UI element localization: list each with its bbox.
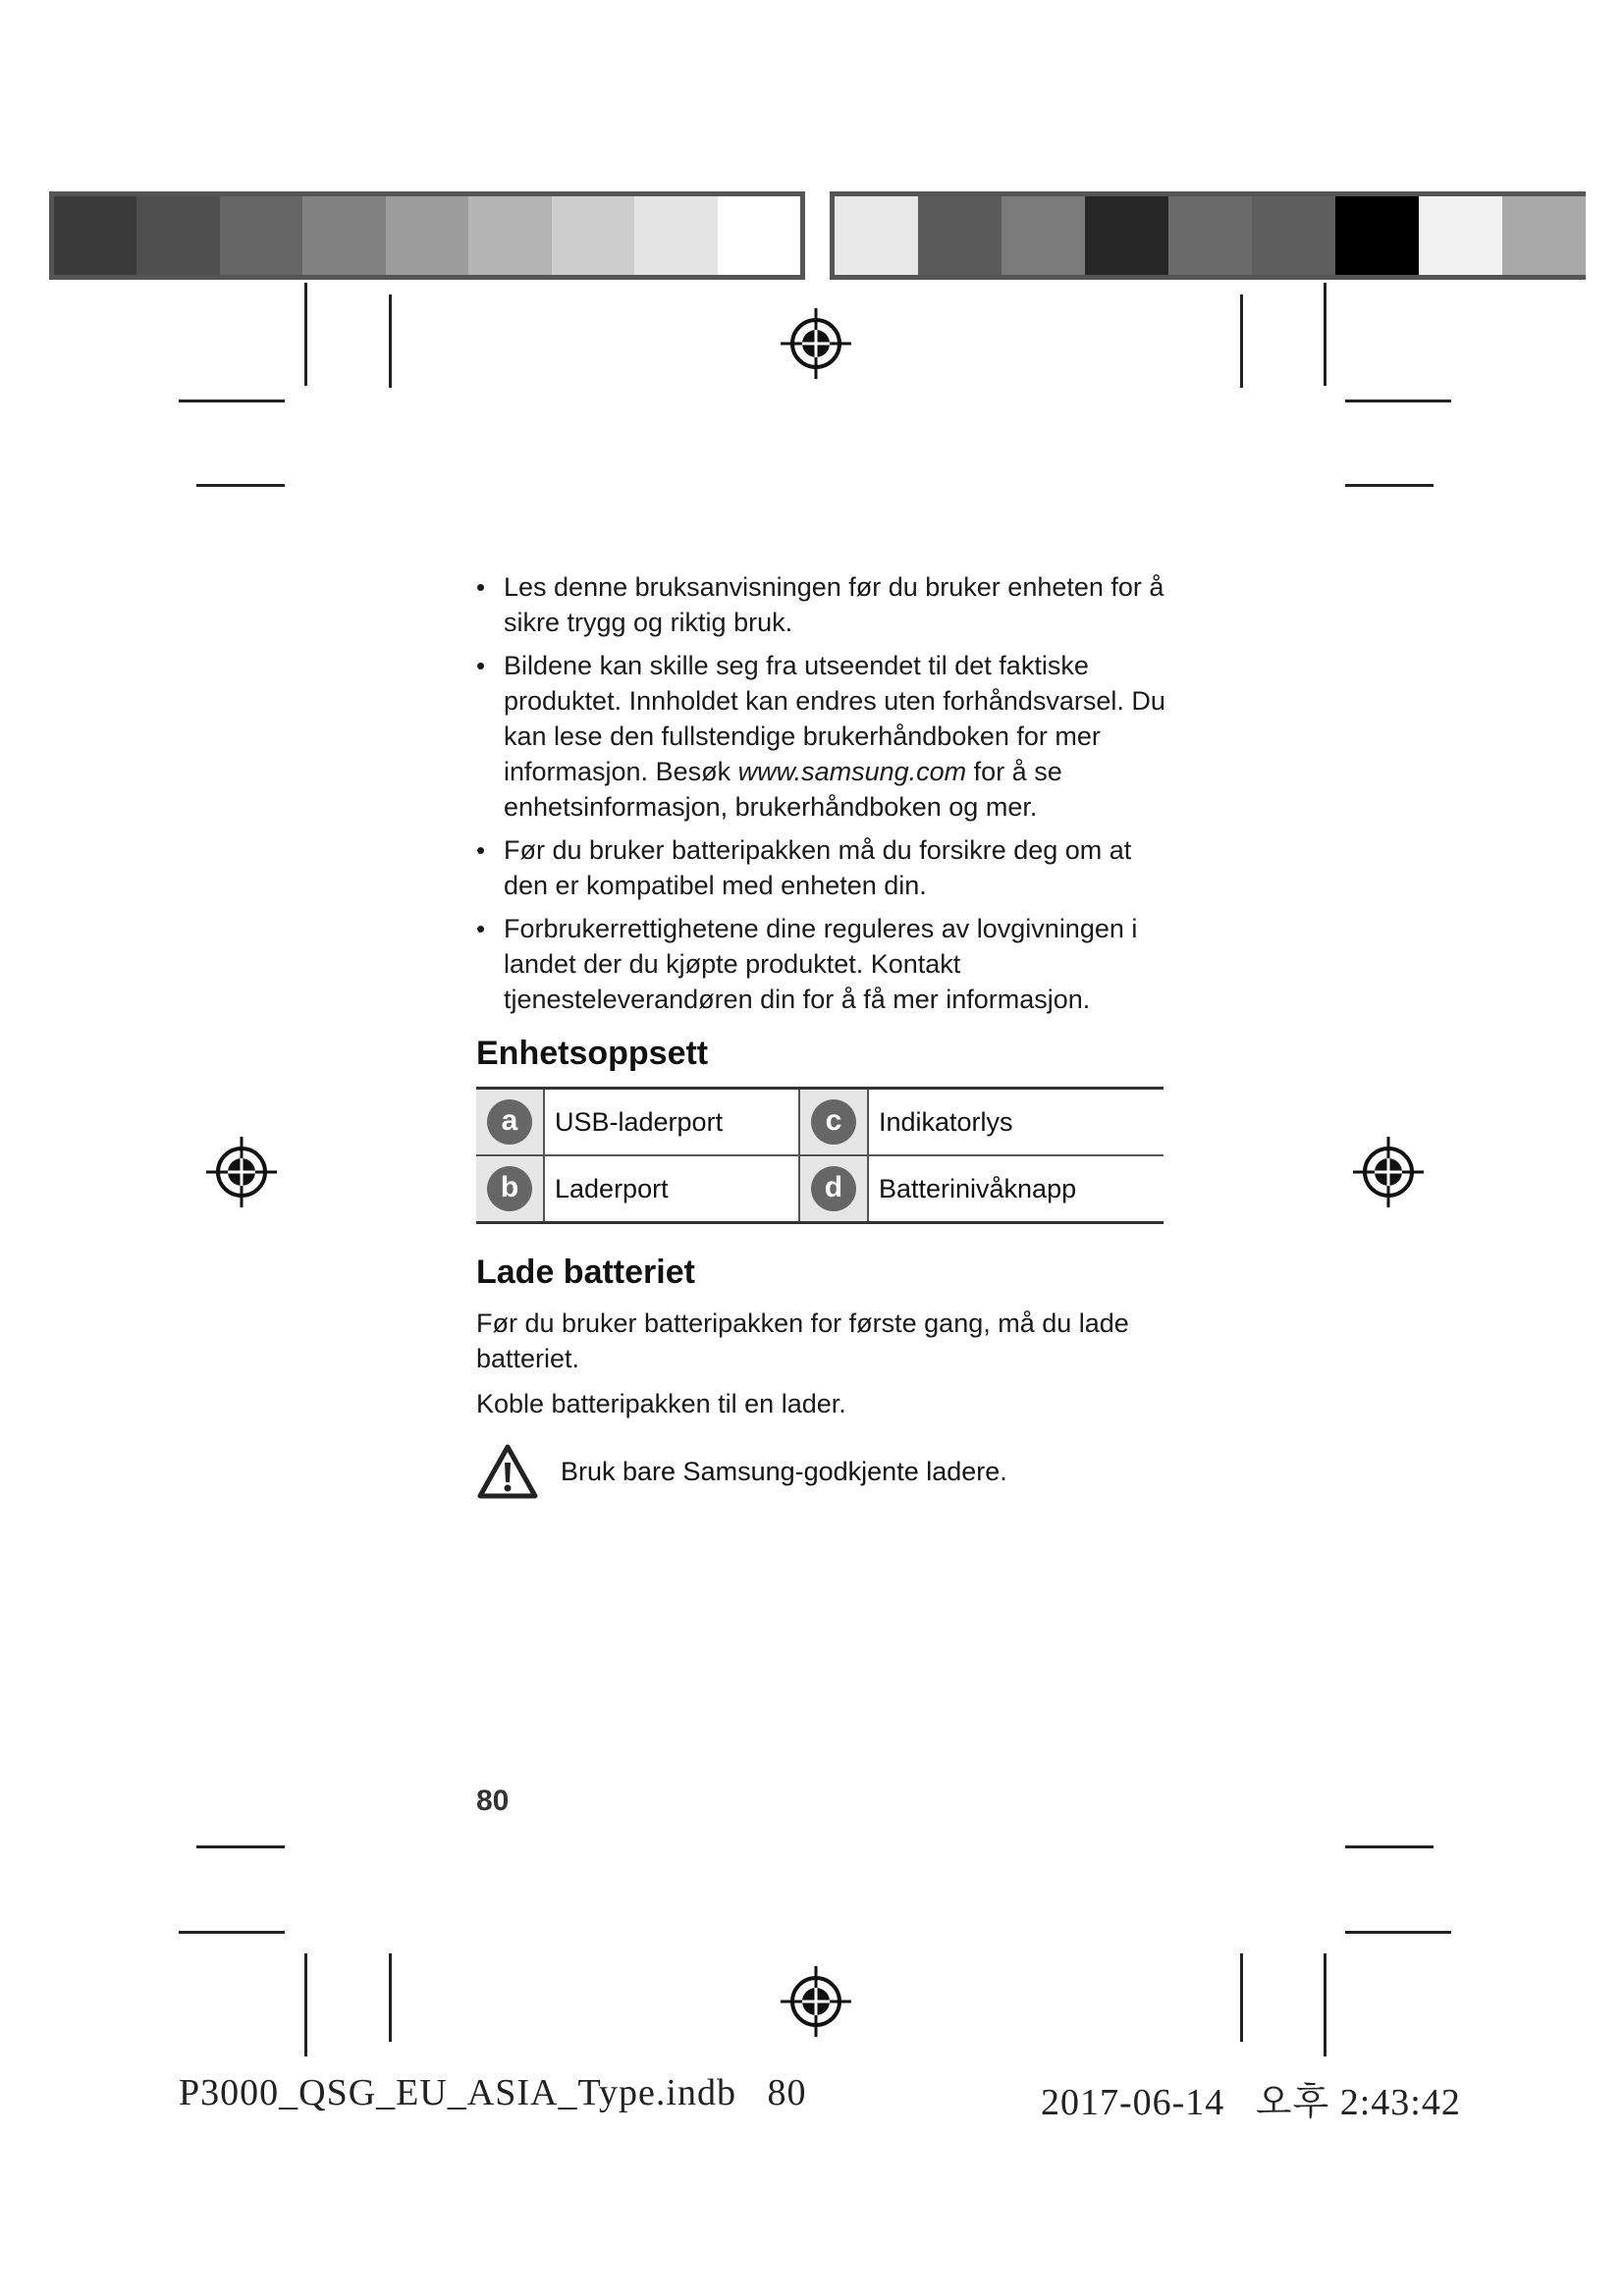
section-heading-device-layout: Enhetsoppsett: [476, 1035, 709, 1072]
bullet-item: • Les denne bruksanvisningen før du bruker enheten for å sikre trygg og riktig bruk.: [476, 569, 1173, 640]
crop-mark: [1324, 1953, 1326, 2056]
registration-target-icon: [781, 308, 851, 379]
bullet-text: for å se enhetsinformasjon, brukerhåndboken og mer.: [504, 757, 1062, 822]
table-row: [476, 1155, 1164, 1223]
part-badge-a: a: [487, 1099, 532, 1145]
footer-timestamp: 2017-06-14 오후 2:43:42: [1041, 2082, 1461, 2123]
registration-target-icon: [206, 1137, 277, 1207]
calibration-swatch: [835, 196, 918, 275]
calibration-swatch: [634, 196, 717, 275]
charging-paragraph: Før du bruker batteripakken for første gang, må du lade batteriet.: [476, 1308, 1129, 1373]
calibration-swatch: [136, 196, 219, 275]
warning-triangle-icon: [476, 1443, 539, 1500]
calibration-swatch: [718, 196, 800, 275]
calibration-swatch: [1252, 196, 1335, 275]
page-content: [476, 569, 1173, 1500]
crop-mark: [304, 1953, 307, 2056]
crop-mark: [196, 1845, 285, 1848]
calibration-bar-right: [830, 191, 1586, 280]
crop-mark: [1240, 1953, 1243, 2042]
crop-mark: [389, 294, 392, 388]
crop-mark: [1345, 1845, 1434, 1848]
calibration-swatch: [1085, 196, 1168, 275]
badge-cell: [799, 1155, 868, 1223]
bullet-text: Bildene kan skille seg fra utseendet til det faktiske produktet. Innholdet kan endres uten forhåndsvarsel. Du kan lese den fullstendige brukerhåndboken for mer informasjon. Besøk: [504, 651, 1165, 786]
crop-mark: [179, 1931, 285, 1934]
crop-mark: [1345, 400, 1451, 402]
calibration-swatch: [468, 196, 551, 275]
calibration-swatch: [918, 196, 1001, 275]
part-badge-b: b: [487, 1166, 532, 1211]
device-parts-table: [476, 1087, 1164, 1224]
registration-target-icon: [781, 1966, 851, 2037]
intro-bullet-list: [476, 569, 1173, 1017]
calibration-swatch: [386, 196, 468, 275]
crop-mark: [179, 400, 285, 402]
part-badge-d: d: [811, 1166, 856, 1211]
calibration-bar-left: [49, 191, 805, 280]
page-number: 80: [476, 1785, 510, 1817]
table-row: [476, 1089, 1164, 1156]
samsung-url-link[interactable]: www.samsung.com: [737, 757, 967, 786]
caution-note: [476, 1443, 1173, 1500]
footer-filename: P3000_QSG_EU_ASIA_Type.indb 80: [179, 2072, 807, 2113]
calibration-swatch: [552, 196, 634, 275]
crop-mark: [304, 283, 307, 386]
badge-cell: [799, 1089, 868, 1156]
crop-mark: [1345, 1931, 1451, 1934]
part-label: USB-laderport: [555, 1106, 724, 1137]
calibration-swatch: [1419, 196, 1502, 275]
calibration-swatch: [1168, 196, 1252, 275]
crop-mark: [1240, 294, 1243, 388]
part-label: Laderport: [544, 1155, 799, 1223]
part-label: Indikatorlys: [878, 1106, 1013, 1137]
calibration-swatch: [302, 196, 385, 275]
badge-cell: [476, 1155, 544, 1223]
crop-mark: [389, 1953, 392, 2042]
part-label: Batterinivåknapp: [868, 1155, 1164, 1223]
section-heading-charging: Lade batteriet: [476, 1254, 695, 1291]
registration-target-icon: [1353, 1137, 1424, 1207]
crop-mark: [196, 484, 285, 487]
calibration-swatch: [54, 196, 136, 275]
crop-mark: [1324, 283, 1326, 386]
calibration-swatch: [1502, 196, 1586, 275]
calibration-swatch: [1335, 196, 1419, 275]
crop-mark: [1345, 484, 1434, 487]
bullet-item: [476, 648, 1173, 825]
calibration-swatch: [220, 196, 302, 275]
bullet-item: • Forbrukerrettighetene dine reguleres av lovgivningen i landet der du kjøpte produktet. Kontakt tjenesteleverandøren din for å få mer informasjon.: [476, 911, 1173, 1017]
bullet-item: • Før du bruker batteripakken må du forsikre deg om at den er kompatibel med enheten din.: [476, 832, 1173, 903]
calibration-swatch: [1001, 196, 1085, 275]
part-badge-c: c: [811, 1099, 856, 1145]
charging-paragraph: Koble batteripakken til en lader.: [476, 1389, 846, 1418]
badge-cell: [476, 1089, 544, 1156]
caution-text: Bruk bare Samsung-godkjente ladere.: [561, 1456, 1007, 1486]
